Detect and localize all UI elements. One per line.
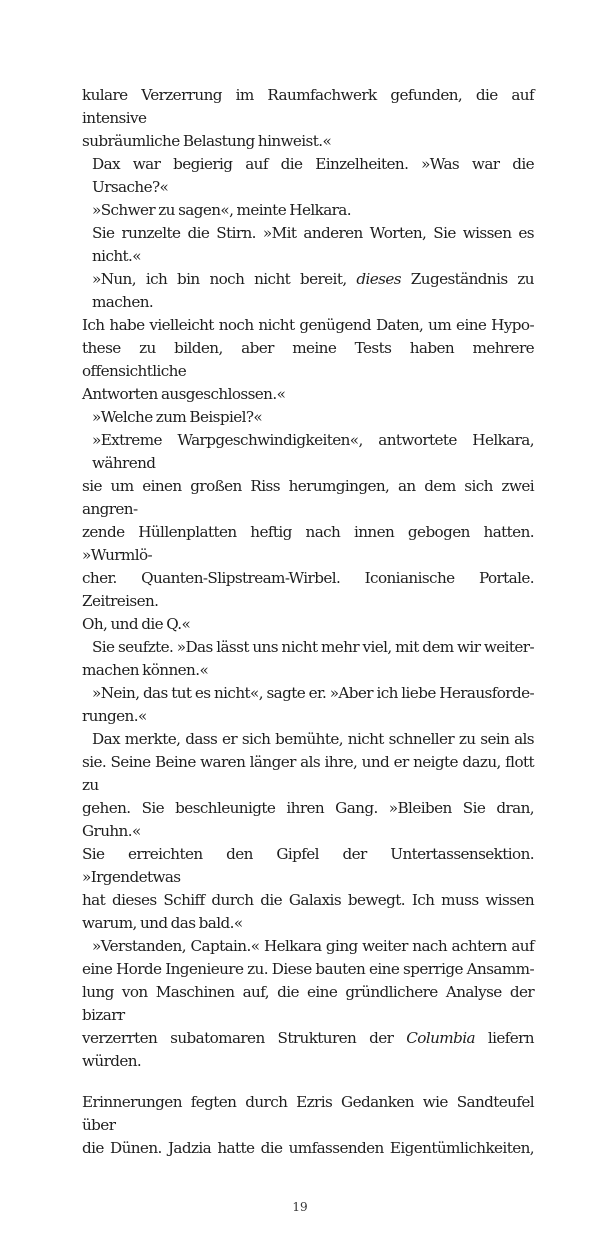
text-run: »Nun, ich bin noch nicht bereit,	[92, 270, 357, 288]
section-2	[82, 1091, 534, 1160]
text-line: these zu bilden, aber meine Tests haben mehrere offensichtliche	[82, 339, 534, 380]
text-line: Dax merkte, dass er sich bemühte, nicht schneller zu sein als	[92, 730, 534, 748]
text-line: Ich habe vielleicht noch nicht genügend Daten, um eine Hypo-	[82, 316, 534, 334]
text-line: Sie erreichten den Gipfel der Untertassensektion. »Irgendetwas	[82, 845, 534, 886]
text-line: machen können.«	[82, 661, 209, 679]
text-line	[82, 1027, 534, 1073]
text-line	[82, 268, 534, 314]
text-run: Zugeständnis zu machen.	[92, 270, 534, 311]
text-line: cher. Quanten-Slipstream-Wirbel. Iconianische Portale. Zeitreisen.	[82, 569, 534, 610]
text-line: Dax war begierig auf die Einzelheiten. »Was war die Ursache?«	[92, 155, 534, 196]
text-line: kulare Verzerrung im Raumfachwerk gefunden, die auf intensive	[82, 86, 534, 127]
emphasis: dieses	[356, 270, 401, 288]
text-line: gehen. Sie beschleunigte ihren Gang. »Bleiben Sie dran, Gruhn.«	[82, 799, 534, 840]
page-number: 19	[292, 1200, 308, 1214]
text-line: hat dieses Schiff durch die Galaxis bewegt. Ich muss wissen	[82, 891, 534, 909]
text-line: »Extreme Warpgeschwindigkeiten«, antwortete Helkara, während	[92, 431, 534, 472]
text-line: sie. Seine Beine waren länger als ihre, und er neigte dazu, flott zu	[82, 753, 534, 794]
section-break	[82, 1073, 534, 1091]
text-line: warum, und das bald.«	[82, 914, 243, 932]
text-line: sie um einen großen Riss herumgingen, an dem sich zwei angren-	[82, 477, 534, 518]
text-line: zende Hüllenplatten heftig nach innen gebogen hatten. »Wurmlö-	[82, 523, 534, 564]
text-line: rungen.«	[82, 707, 147, 725]
text-line: »Schwer zu sagen«, meinte Helkara.	[92, 201, 351, 219]
text-line: »Welche zum Beispiel?«	[92, 408, 263, 426]
text-line: Antworten ausgeschlossen.«	[82, 385, 286, 403]
emphasis: Columbia	[406, 1029, 475, 1047]
text-line: Sie runzelte die Stirn. »Mit anderen Worten, Sie wissen es nicht.«	[92, 224, 534, 265]
text-line: lung von Maschinen auf, die eine gründlichere Analyse der bizarr	[82, 983, 534, 1024]
body-text	[82, 84, 534, 1160]
text-line: eine Horde Ingenieure zu. Diese bauten eine sperrige Ansamm-	[82, 960, 534, 978]
text-line: »Verstanden, Captain.« Helkara ging weiter nach achtern auf	[92, 937, 534, 955]
text-run: verzerrten subatomaren Strukturen der	[82, 1029, 407, 1047]
text-line: Erinnerungen fegten durch Ezris Gedanken wie Sandteufel über	[82, 1093, 534, 1134]
text-line: Sie seufzte. »Das lässt uns nicht mehr viel, mit dem wir weiter-	[92, 638, 534, 656]
text-line: »Nein, das tut es nicht«, sagte er. »Aber ich liebe Herausforde-	[92, 684, 534, 702]
text-line: Oh, und die Q.«	[82, 615, 191, 633]
text-line: die Dünen. Jadzia hatte die umfassenden Eigentümlichkeiten,	[82, 1139, 534, 1157]
section-1	[82, 84, 534, 1073]
text-run: liefern würden.	[82, 1029, 534, 1070]
text-line: subräumliche Belastung hinweist.«	[82, 132, 332, 150]
